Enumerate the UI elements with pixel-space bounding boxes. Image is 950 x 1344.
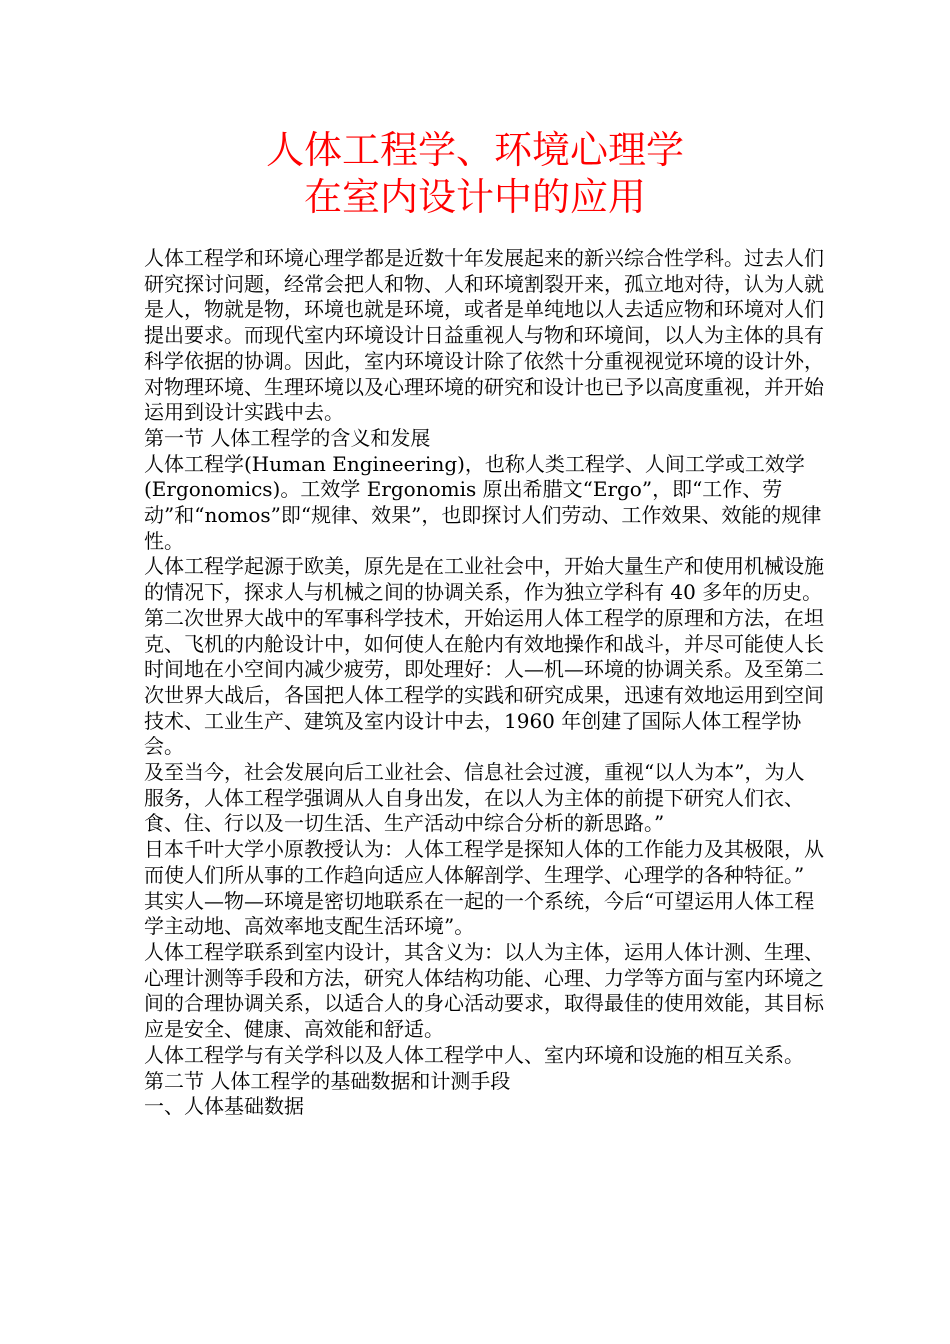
paragraph-system: 其实人—物—环境是密切地联系在一起的一个系统，今后“可望运用人体工程学主动地、高效率地支配生活环境”。 bbox=[144, 888, 815, 939]
paragraph-relations: 人体工程学与有关学科以及人体工程学中人、室内环境和设施的相互关系。 bbox=[144, 1042, 804, 1067]
document-title-line-2: 在室内设计中的应用 bbox=[303, 175, 646, 219]
paragraph-modern: 及至当今，社会发展向后工业社会、信息社会过渡，重视“以人为本”，为人服务，人体工程学强调从人自身出发，在以人为主体的前提下研究人们衣、食、住、行以及一切生活、生产活动中综合分析的新思路。” bbox=[144, 760, 805, 836]
section-heading-1: 第一节 人体工程学的含义和发展 bbox=[144, 425, 431, 450]
section-heading-2: 第二节 人体工程学的基础数据和计测手段 bbox=[144, 1068, 511, 1093]
paragraph-chiba: 日本千叶大学小原教授认为：人体工程学是探知人体的工作能力及其极限，从而使人们所从事的工作趋向适应人体解剖学、生理学、心理学的各种特征。” bbox=[144, 837, 824, 887]
subsection-heading-1: 一、人体基础数据 bbox=[144, 1094, 304, 1119]
document-title-line-1: 人体工程学、环境心理学 bbox=[265, 128, 684, 172]
paragraph-origin: 人体工程学起源于欧美，原先是在工业社会中，开始大量生产和使用机械设施的情况下，探求人与机械之间的协调关系，作为独立学科有 40 多年的历史。第二次世界大战中的军事科学技术，开始运用人体工程学的原理和方法，在坦克、飞机的内舱设计中，如何使人在舱内有效地操作和战斗，并尽可能使人长时间地在小空间内减少疲劳，即处理好：人—机—环境的协调关系。及至第二次世界大战后，各国把人体工程学的实践和研究成果，迅速有效地运用到空间技术、工业生产、建筑及室内设计中去，1960 年创建了国际人体工程学协会。 bbox=[144, 554, 824, 759]
paragraph-intro: 人体工程学和环境心理学都是近数十年发展起来的新兴综合性学科。过去人们研究探讨问题，经常会把人和物、人和环境割裂开来，孤立地对待，认为人就是人，物就是物，环境也就是环境，或者是单纯地以人去适应物和环境对人们提出要求。而现代室内环境设计日益重视人与物和环境间，以人为主体的具有科学依据的协调。因此，室内环境设计除了依然十分重视视觉环境的设计外，对物理环境、生理环境以及心理环境的研究和设计也已予以高度重视，并开始运用到设计实践中去。 bbox=[144, 246, 824, 425]
document-body bbox=[144, 246, 824, 1120]
paragraph-interior-meaning: 人体工程学联系到室内设计，其含义为：以人为主体，运用人体计测、生理、心理计测等手段和方法，研究人体结构功能、心理、力学等方面与室内环境之间的合理协调关系，以适合人的身心活动要求，取得最佳的使用效能，其目标应是安全、健康、高效能和舒适。 bbox=[144, 939, 824, 1042]
paragraph-definition: 人体工程学(Human Engineering)，也称人类工程学、人间工学或工效学(Ergonomics)。工效学 Ergonomis 原出希腊文“Ergo”，即“工作、劳动”和“nomos”即“规律、效果”，也即探讨人们劳动、工作效果、效能的规律性。 bbox=[144, 451, 822, 553]
